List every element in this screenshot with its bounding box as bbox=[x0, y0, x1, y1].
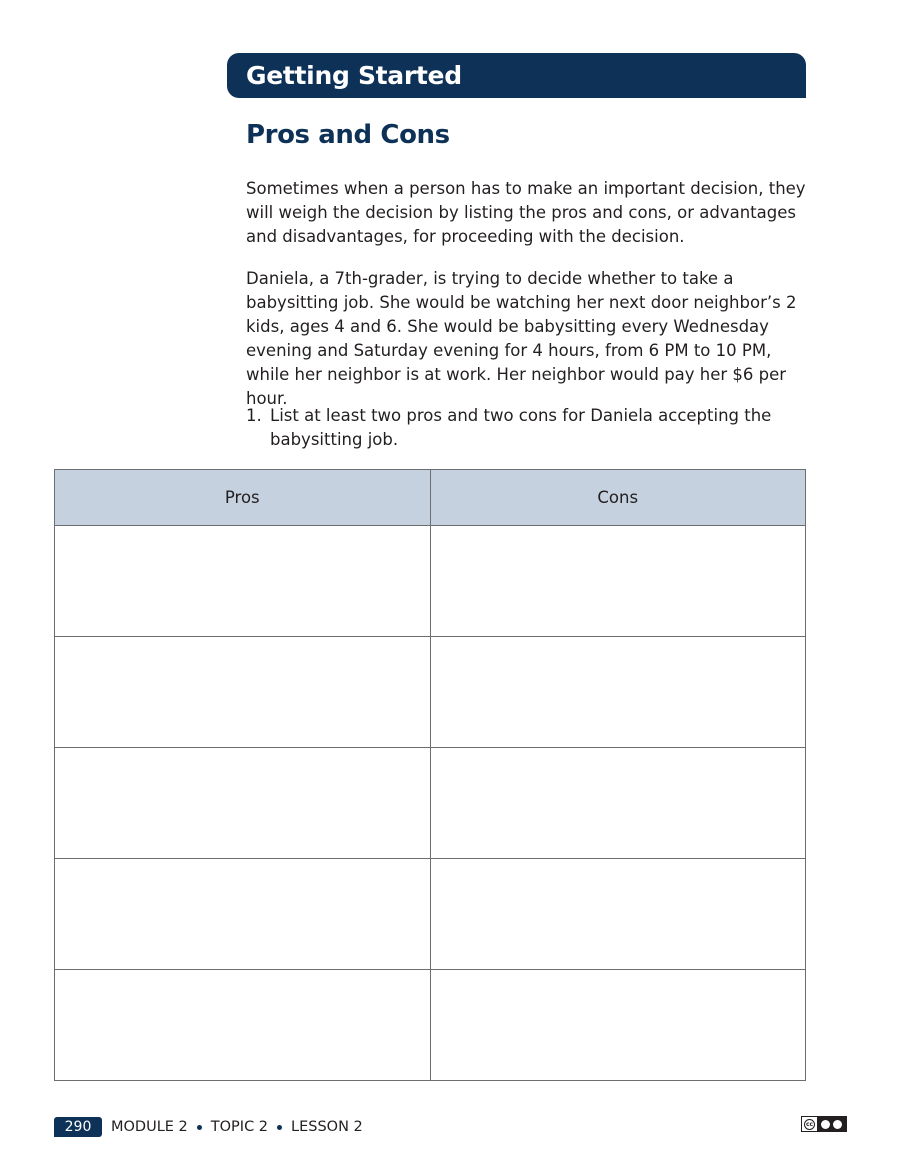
page-footer bbox=[54, 1117, 363, 1137]
table-row bbox=[55, 859, 806, 970]
table-row bbox=[55, 526, 806, 637]
bullet-icon bbox=[277, 1125, 282, 1130]
cons-column-header: Cons bbox=[430, 470, 806, 526]
intro-paragraph: Sometimes when a person has to make an important decision, they will weigh the decision by listing the pros and cons, or advantages and disadvantages, for proceeding with the decision. bbox=[246, 179, 806, 246]
pros-cons-table bbox=[54, 469, 806, 1081]
pros-answer-cell[interactable] bbox=[55, 748, 431, 859]
creative-commons-license-icon bbox=[801, 1116, 847, 1132]
license-conditions bbox=[817, 1117, 846, 1131]
page-number: 290 bbox=[54, 1117, 102, 1137]
cons-answer-cell[interactable] bbox=[430, 859, 806, 970]
getting-started-banner bbox=[227, 53, 806, 98]
cons-answer-cell[interactable] bbox=[430, 637, 806, 748]
pros-column-header: Pros bbox=[55, 470, 431, 526]
table-row bbox=[55, 970, 806, 1081]
cons-answer-cell[interactable] bbox=[430, 748, 806, 859]
footer-lesson: LESSON 2 bbox=[291, 1119, 363, 1135]
footer-topic: TOPIC 2 bbox=[210, 1119, 269, 1135]
pros-answer-cell[interactable] bbox=[55, 859, 431, 970]
question-1 bbox=[246, 404, 806, 452]
question-text: List at least two pros and two cons for Daniela accepting the babysitting job. bbox=[270, 406, 772, 449]
pros-answer-cell[interactable] bbox=[55, 526, 431, 637]
pros-answer-cell[interactable] bbox=[55, 970, 431, 1081]
cons-answer-cell[interactable] bbox=[430, 526, 806, 637]
footer-breadcrumb bbox=[111, 1119, 363, 1135]
cons-answer-cell[interactable] bbox=[430, 970, 806, 1081]
footer-module: MODULE 2 bbox=[111, 1119, 188, 1135]
cc-logo-icon: cc bbox=[805, 1120, 814, 1128]
table-row bbox=[55, 748, 806, 859]
pros-answer-cell[interactable] bbox=[55, 637, 431, 748]
banner-title: Getting Started bbox=[246, 61, 462, 90]
section-heading: Pros and Cons bbox=[246, 120, 450, 150]
bullet-icon bbox=[197, 1125, 202, 1130]
table-row bbox=[55, 637, 806, 748]
table-header-row bbox=[55, 470, 806, 526]
question-number: 1. bbox=[246, 406, 262, 425]
scenario-paragraph: Daniela, a 7th-grader, is trying to decide whether to take a babysitting job. She would be watching her next door neighbor’s 2 kids, ages 4 and 6. She would be babysitting every Wednesday evening and Saturday evening for 4 hours, from 6 PM to 10 PM, while her neighbor is at work. Her neighbor would pay her $6 per hour. bbox=[246, 269, 797, 408]
attribution-icon bbox=[821, 1120, 830, 1129]
noncommercial-icon bbox=[833, 1120, 842, 1129]
